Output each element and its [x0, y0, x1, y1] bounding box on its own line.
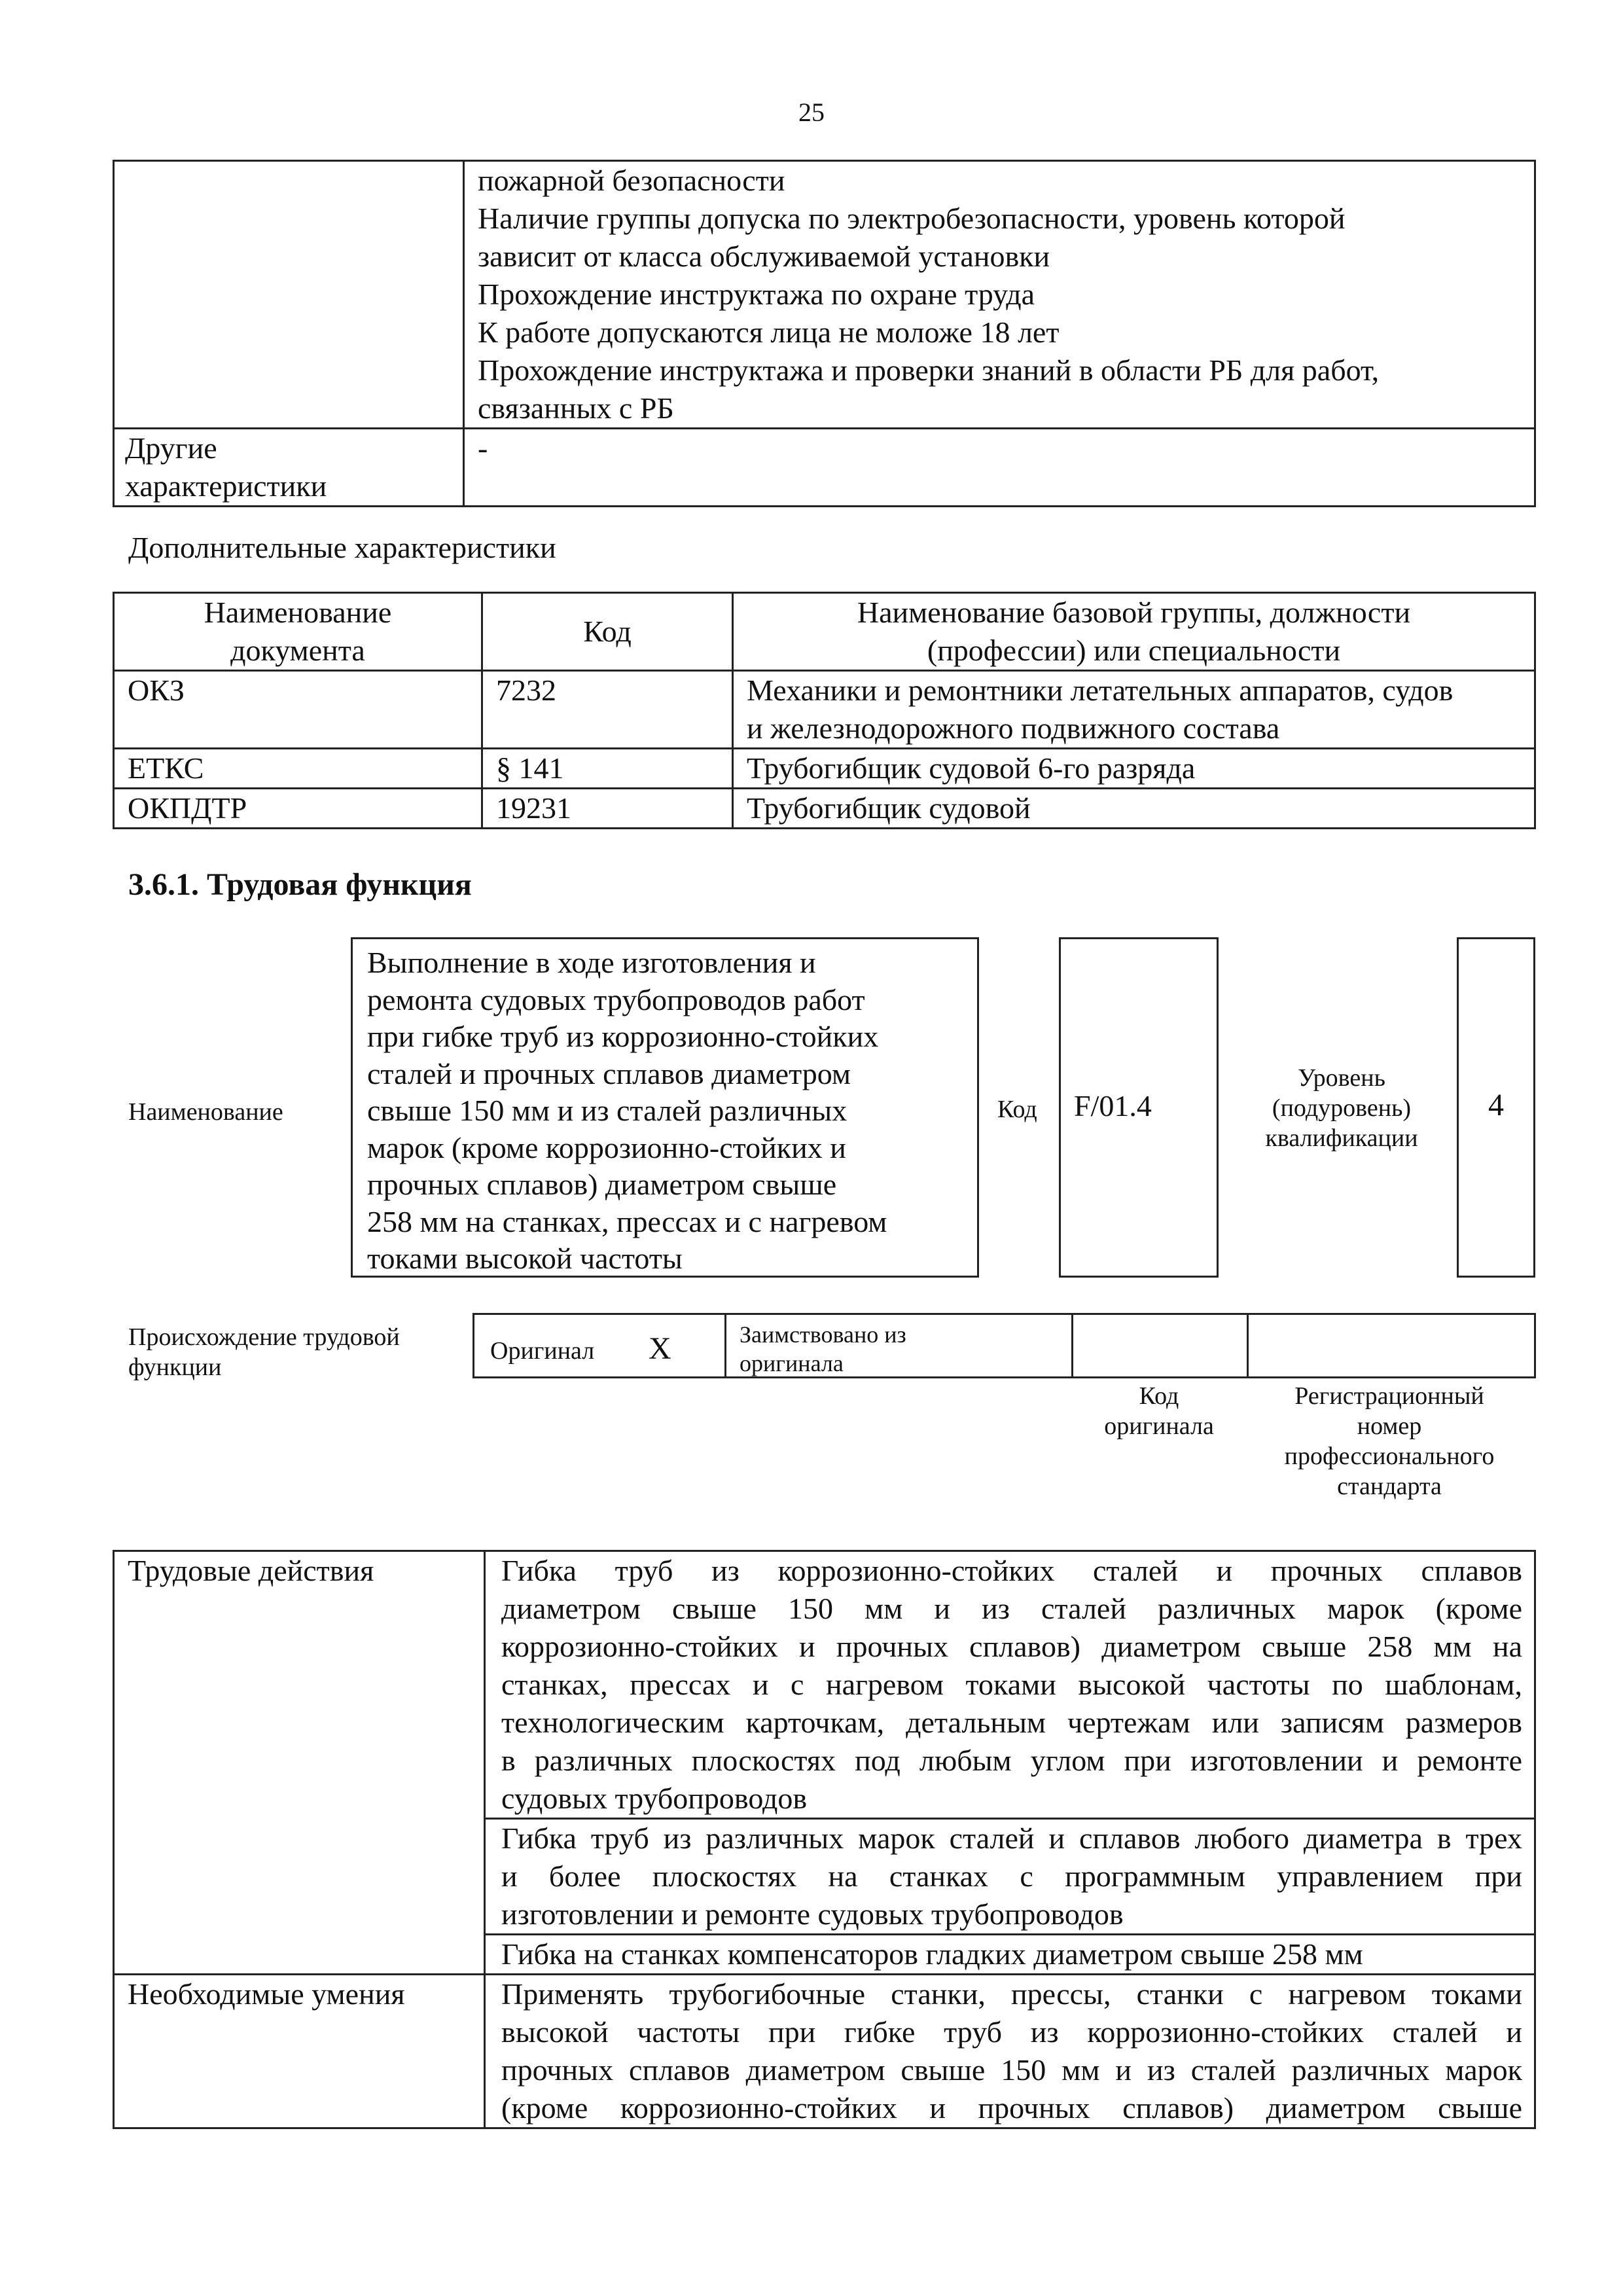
origin-registration-cell: [1249, 1315, 1534, 1376]
qualification-level-label: [1243, 1063, 1440, 1153]
function-name-line: прочных сплавов) диаметром свыше: [367, 1168, 837, 1201]
requirement-line: связанных с РБ: [478, 391, 674, 425]
registration-number-caption: [1247, 1381, 1532, 1501]
header-line: документа: [230, 634, 365, 667]
other-characteristics-label: [114, 429, 464, 507]
action-line: станках, прессах и с нагревом токами высокой частоты по шаблонам,: [501, 1668, 1522, 1701]
skill-line: (кроме коррозионно-стойких и прочных сплавов) диаметром свыше: [501, 2091, 1522, 2125]
origin-label-line: Происхождение трудовой: [128, 1323, 400, 1351]
header-document: [114, 593, 482, 671]
requirement-line: зависит от класса обслуживаемой установки: [478, 240, 1050, 273]
header-code: Код: [482, 593, 733, 671]
action-line: Гибка на станках компенсаторов гладких диаметром свыше 258 мм: [501, 1937, 1363, 1971]
code-label: Код: [997, 1096, 1037, 1123]
qualification-level-box: [1457, 937, 1535, 1278]
borrowed-line: Заимствовано из: [740, 1321, 906, 1348]
function-code-box: [1059, 937, 1219, 1278]
labor-action-item: [485, 1551, 1535, 1819]
requirement-line: пожарной безопасности: [478, 164, 785, 197]
level-label-line: квалификации: [1265, 1124, 1418, 1152]
caption-line: номер: [1357, 1412, 1422, 1440]
action-line: в различных плоскостях под любым углом при изготовлении и ремонте: [501, 1744, 1522, 1777]
required-skills-label: Необходимые умения: [114, 1975, 485, 2128]
requirement-line: К работе допускаются лица не моложе 18 лет: [478, 315, 1060, 349]
function-name-line: Выполнение в ходе изготовления и: [367, 946, 816, 979]
function-name-box: [351, 937, 979, 1278]
action-line: Гибка труб из различных марок сталей и сплавов любого диаметра в трех: [501, 1821, 1522, 1855]
level-label-line: (подуровень): [1272, 1094, 1412, 1122]
action-line: и более плоскостях на станках с программным управлением при: [501, 1859, 1522, 1893]
action-line: технологическим карточкам, детальным чертежам или записям размеров: [501, 1706, 1522, 1739]
action-line: изготовлении и ремонте судовых трубопроводов: [501, 1897, 1124, 1931]
cell-name: [733, 671, 1535, 749]
function-name-line: токами высокой частоты: [367, 1242, 683, 1275]
action-line: коррозионно-стойких и прочных сплавов) диаметром свыше 258 мм на: [501, 1630, 1522, 1663]
page-number: 25: [798, 98, 825, 127]
function-name-line: ремонта судовых трубопроводов работ: [367, 982, 865, 1016]
table-row: [114, 1551, 1535, 1819]
name-line: Механики и ремонтники летательных аппаратов, судов: [747, 673, 1454, 707]
name-label: Наименование: [128, 1098, 283, 1126]
header-line: Наименование: [204, 596, 392, 629]
origin-code-cell: [1075, 1315, 1249, 1376]
labor-actions-label: Трудовые действия: [114, 1551, 485, 1975]
section-title: 3.6.1. Трудовая функция: [128, 867, 472, 902]
name-line: и железнодорожного подвижного состава: [747, 711, 1280, 745]
original-label: Оригинал: [490, 1337, 595, 1365]
labor-action-item: [485, 1819, 1535, 1935]
table-row: [114, 749, 1535, 789]
function-code-value: F/01.4: [1074, 1089, 1152, 1122]
origin-code-caption: [1073, 1381, 1245, 1441]
caption-line: стандарта: [1337, 1473, 1442, 1500]
label-line: Другие: [125, 431, 217, 465]
other-characteristics-value: -: [464, 429, 1535, 507]
required-skills-item: [485, 1975, 1535, 2128]
function-name-line: свыше 150 мм и из сталей различных: [367, 1094, 847, 1127]
qualification-level-value: 4: [1488, 1088, 1504, 1122]
table-row: [114, 1975, 1535, 2128]
cell-name: Трубогибщик судовой 6-го разряда: [733, 749, 1535, 789]
cell-doc: ОКЗ: [114, 671, 482, 749]
requirement-line: Прохождение инструктажа по охране труда: [478, 278, 1035, 311]
function-name-line: при гибке труб из коррозионно-стойких: [367, 1020, 879, 1053]
additional-characteristics-table: [113, 592, 1536, 829]
requirement-line: Прохождение инструктажа и проверки знаний в области РБ для работ,: [478, 353, 1380, 387]
function-name-line: марок (кроме коррозионно-стойких и: [367, 1130, 846, 1164]
header-group-name: [733, 593, 1535, 671]
table-row: [114, 789, 1535, 829]
cell-code: 19231: [482, 789, 733, 829]
cell-code: 7232: [482, 671, 733, 749]
cell-doc: ОКПДТР: [114, 789, 482, 829]
function-name-line: сталей и прочных сплавов диаметром: [367, 1056, 851, 1090]
action-line: судовых трубопроводов: [501, 1782, 808, 1815]
caption-line: профессионального: [1284, 1443, 1495, 1470]
requirement-line: Наличие группы допуска по электробезопасности, уровень которой: [478, 202, 1346, 235]
origin-label: [128, 1322, 400, 1382]
borrowed-line: оригинала: [740, 1350, 844, 1376]
table-row: [114, 429, 1535, 507]
cell-code: § 141: [482, 749, 733, 789]
labor-actions-table: [113, 1550, 1536, 2129]
caption-line: Код: [1139, 1382, 1179, 1410]
function-name-line: 258 мм на станках, прессах и с нагревом: [367, 1204, 887, 1238]
origin-original-cell: [474, 1315, 726, 1376]
level-label-line: Уровень: [1298, 1064, 1385, 1092]
cell-name: Трубогибщик судовой: [733, 789, 1535, 829]
table-header-row: [114, 593, 1535, 671]
origin-label-line: функции: [128, 1354, 222, 1381]
skill-line: высокой частоты при гибке труб из коррозионно-стойких сталей и: [501, 2015, 1522, 2049]
skill-line: прочных сплавов диаметром свыше 150 мм и из сталей различных марок: [501, 2053, 1522, 2087]
additional-characteristics-title: Дополнительные характеристики: [128, 531, 556, 564]
cell-doc: ЕТКС: [114, 749, 482, 789]
requirements-table: [113, 160, 1536, 507]
header-line: Наименование базовой группы, должности: [857, 596, 1411, 629]
label-line: характеристики: [125, 469, 327, 503]
header-line: (профессии) или специальности: [927, 634, 1341, 667]
empty-label-cell: [114, 161, 464, 429]
action-line: Гибка труб из коррозионно-стойких сталей и прочных сплавов: [501, 1554, 1522, 1587]
labor-action-item: [485, 1935, 1535, 1975]
requirements-cell: [464, 161, 1535, 429]
action-line: диаметром свыше 150 мм и из сталей различных марок (кроме: [501, 1592, 1522, 1625]
origin-table: [473, 1313, 1536, 1378]
table-row: [114, 161, 1535, 429]
caption-line: Регистрационный: [1294, 1382, 1484, 1410]
caption-line: оригинала: [1104, 1412, 1214, 1440]
skill-line: Применять трубогибочные станки, прессы, станки с нагревом токами: [501, 1977, 1522, 2011]
original-mark: X: [649, 1331, 671, 1366]
origin-borrowed-cell: [726, 1315, 1073, 1376]
table-row: [114, 671, 1535, 749]
